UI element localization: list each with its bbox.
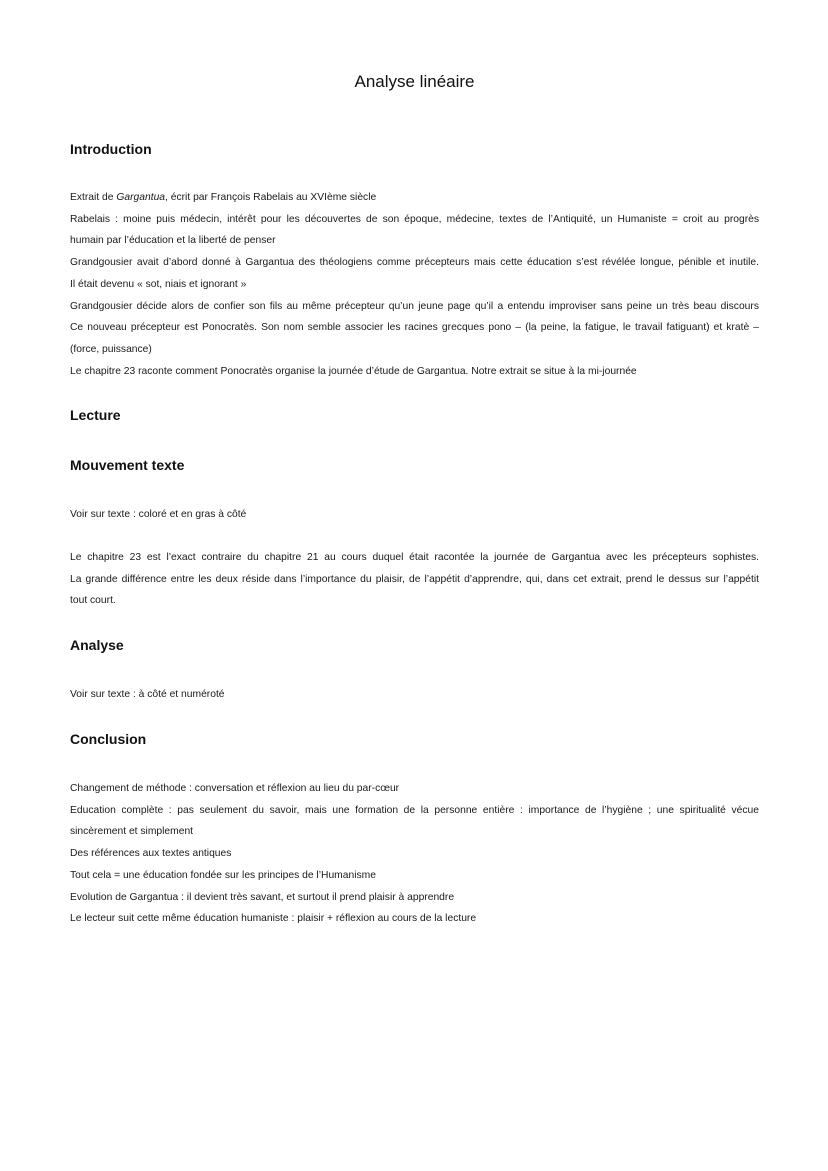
mouvement-line-1: Voir sur texte : coloré et en gras à côté bbox=[70, 509, 247, 520]
intro-line-6: Grandgousier décide alors de confier son fils au même précepteur qu’un jeune page qu’il a entendu improviser sans peine un très beau discours bbox=[70, 300, 759, 312]
mouvement-line-4: tout court. bbox=[70, 595, 116, 607]
mouvement-paragraph bbox=[70, 547, 759, 612]
heading-mouvement-texte: Mouvement texte bbox=[70, 457, 185, 473]
intro-line-2: Rabelais : moine puis médecin, intérêt pour les découvertes de son époque, médecine, textes de l’Antiquité, un Humaniste = croit au progrès bbox=[70, 213, 759, 225]
heading-lecture: Lecture bbox=[70, 407, 121, 423]
conclusion-line-3: sincèrement et simplement bbox=[70, 826, 194, 838]
intro-line-5: Il était devenu « sot, niais et ignorant » bbox=[70, 278, 247, 290]
introduction-paragraph bbox=[70, 187, 759, 382]
mouvement-line-3: La grande différence entre les deux réside dans l’importance du plaisir, de l’appétit d’apprendre, qui, dans cet extrait, prend le dessus sur l’appétit bbox=[70, 573, 759, 585]
intro-line-7: Ce nouveau précepteur est Ponocratès. Son nom semble associer les racines grecques pono – (la peine, la fatigue, le travail fatiguant) et kratè – bbox=[70, 322, 759, 334]
heading-introduction: Introduction bbox=[70, 141, 152, 157]
analyse-line-1: Voir sur texte : à côté et numéroté bbox=[70, 689, 225, 700]
intro-line-1-post: , écrit par François Rabelais au XVIème siècle bbox=[165, 192, 377, 203]
intro-line-4: Grandgousier avait d’abord donné à Gargantua des théologiens comme précepteurs mais cette éducation s’est révélée longue, pénible et inutile. bbox=[70, 257, 759, 269]
conclusion-line-2: Education complète : pas seulement du savoir, mais une formation de la personne entière : importance de l’hygiène ; une spiritualité vécue bbox=[70, 804, 759, 816]
intro-line-9: Le chapitre 23 raconte comment Ponocratès organise la journée d’étude de Gargantua. Notre extrait se situe à la mi-journée bbox=[70, 365, 637, 377]
analyse-note bbox=[70, 684, 759, 706]
heading-analyse: Analyse bbox=[70, 637, 124, 653]
mouvement-line-2: Le chapitre 23 est l’exact contraire du chapitre 21 au cours duquel était racontée la journée de Gargantua avec les précepteurs sophistes. bbox=[70, 552, 759, 563]
document-title: Analyse linéaire bbox=[354, 72, 475, 91]
conclusion-line-6: Evolution de Gargantua : il devient très savant, et surtout il prend plaisir à apprendre bbox=[70, 891, 455, 903]
heading-conclusion: Conclusion bbox=[70, 731, 147, 747]
intro-line-1-pre: Extrait de bbox=[70, 192, 117, 203]
conclusion-line-5: Tout cela = une éducation fondée sur les principes de l’Humanisme bbox=[70, 869, 376, 881]
mouvement-note bbox=[70, 504, 759, 526]
conclusion-line-1: Changement de méthode : conversation et réflexion au lieu du par-cœur bbox=[70, 783, 400, 794]
intro-line-1 bbox=[70, 187, 759, 209]
intro-line-8: (force, puissance) bbox=[70, 343, 152, 355]
intro-line-3: humain par l’éducation et la liberté de penser bbox=[70, 235, 276, 247]
conclusion-line-7: Le lecteur suit cette même éducation humaniste : plaisir + réflexion au cours de la lecture bbox=[70, 913, 477, 925]
conclusion-paragraph bbox=[70, 778, 759, 930]
intro-line-1-italic: Gargantua bbox=[116, 192, 166, 203]
conclusion-line-4: Des références aux textes antiques bbox=[70, 848, 232, 860]
